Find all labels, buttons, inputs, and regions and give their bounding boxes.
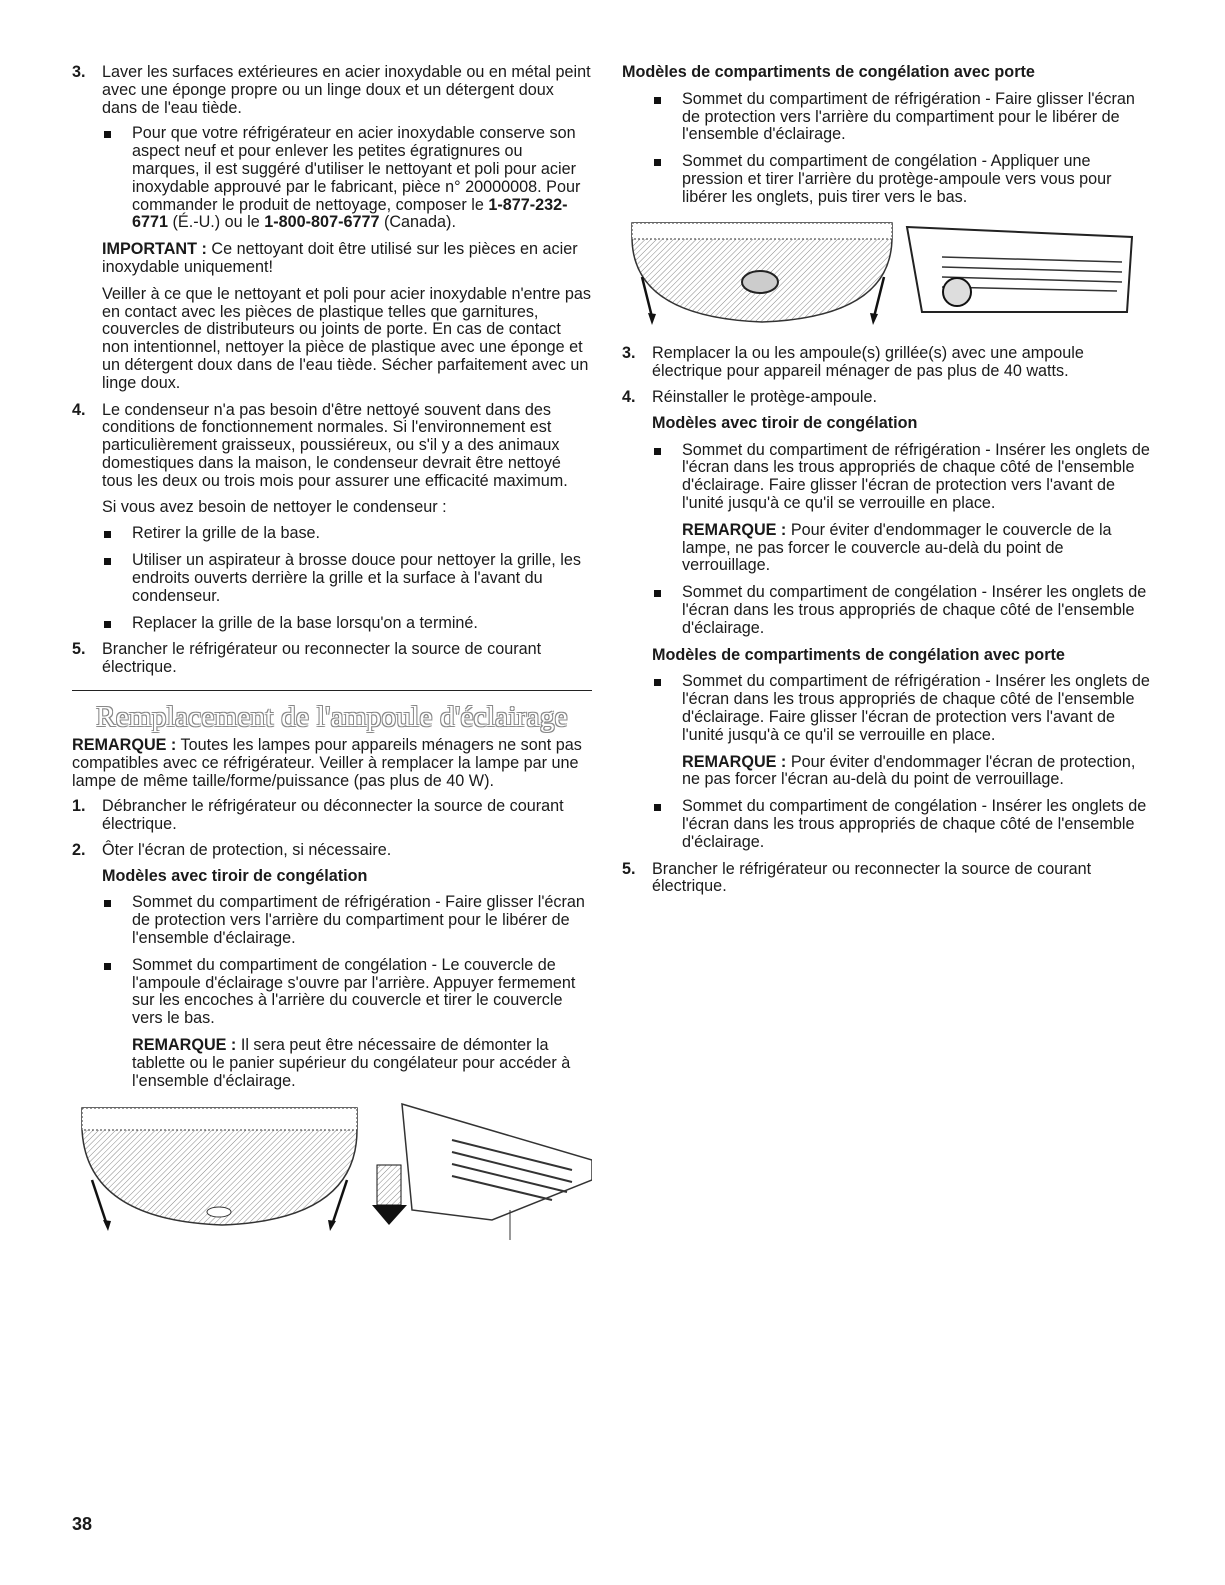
step-2 — [72, 842, 592, 860]
list-item: Retirer la grille de la base. — [72, 525, 592, 543]
step-4 — [622, 389, 1152, 407]
list-item: Sommet du compartiment de congélation - Insérer les onglets de l'écran dans les trous appropriés de chaque côté de l'ensemble d'éclairage. — [622, 798, 1152, 851]
item-number: 1. — [72, 797, 86, 816]
note-paragraph: REMARQUE : Pour éviter d'endommager l'écran de protection, ne pas forcer l'écran au-delà du point de verrouillage. — [682, 752, 1136, 789]
section-divider — [72, 690, 592, 691]
sub-heading: Modèles de compartiments de congélation avec porte — [622, 63, 1035, 81]
caution-paragraph: Veiller à ce que le nettoyant et poli pour acier inoxydable n'entre pas en contact avec les pièces de plastique telles que garnitures, couvercles de distributeurs ou joints de porte. En cas de contact non intentionnel, nettoyer la pièce de plastique avec une éponge et un détergent doux dans de l'eau tiède. Sécher parfaitement avec un linge doux. — [102, 284, 592, 392]
sub-heading: Modèles avec tiroir de congélation — [652, 413, 918, 432]
item-text: Réinstaller le protège-ampoule. — [652, 387, 877, 406]
item-text: Brancher le réfrigérateur ou reconnecter la source de courant électrique. — [652, 859, 1092, 896]
item-number: 4. — [72, 400, 86, 419]
list-item: Replacer la grille de la base lorsqu'on a terminé. — [72, 615, 592, 633]
phone-ca: 1-800-807-6777 — [264, 213, 380, 232]
item-5 — [72, 641, 592, 677]
list-item: Sommet du compartiment de congélation - Insérer les onglets de l'écran dans les trous appropriés de chaque côté de l'ensemble d'éclairage. — [622, 584, 1152, 637]
step-3 — [622, 345, 1152, 381]
item-text: Brancher le réfrigérateur ou reconnecter la source de courant électrique. — [102, 640, 542, 677]
list-item: Pour que votre réfrigérateur en acier inoxydable conserve son aspect neuf et pour enlever les petites égratignures ou marques, il est suggéré d'utiliser le nettoyant et poli pour acier inoxydable approuvé par le fabricant, pièce n° 20000008. Pour commander le produit de nettoyage, composer le 1-877-232-6771 (É.-U.) ou le 1-800-807-6777 (Canada). — [72, 125, 592, 232]
list-item: Sommet du compartiment de congélation - Appliquer une pression et tirer l'arrière du protège-ampoule vers vous pour libérer les onglets, puis tirer vers le bas. — [622, 153, 1152, 206]
list-item: Sommet du compartiment de réfrigération - Faire glisser l'écran de protection vers l'arrière du compartiment pour le libérer de l'ensemble d'éclairage. — [72, 894, 592, 947]
item-4 — [72, 402, 592, 491]
item-number: 3. — [72, 63, 86, 81]
page-number: 38 — [72, 1514, 93, 1534]
item-number: 2. — [72, 840, 86, 859]
note-paragraph: REMARQUE : Pour éviter d'endommager le couvercle de la lampe, ne pas forcer le couvercle au-delà du point de verrouillage. — [682, 520, 1112, 575]
item-text: Remplacer la ou les ampoule(s) grillée(s) avec une ampoule électrique pour appareil ménager de pas plus de 40 watts. — [652, 344, 1084, 381]
list-item: Sommet du compartiment de congélation - Le couvercle de l'ampoule d'éclairage s'ouvre par l'arrière. Appuyer fermement sur les encoches à l'arrière du couvercle et tirer le couvercle vers le bas. — [72, 957, 592, 1028]
item-text: Débrancher le réfrigérateur ou déconnecter la source de courant électrique. — [102, 797, 564, 834]
light-cover-illustration — [72, 1100, 592, 1240]
important-note: IMPORTANT : Ce nettoyant doit être utilisé sur les pièces en acier inoxydable uniquement! — [102, 240, 578, 276]
item-text: Le condenseur n'a pas besoin d'être nettoyé souvent dans des conditions de fonctionnement normales. Si l'environnement est particulièrement graisseux, poussiéreux, ou s'il y a des animaux domestiques dans la maison, le condenseur devrait être nettoyé tous les deux ou trois mois pour assurer une efficacité maximum. — [102, 400, 568, 490]
illustration-freezer-drawer-light — [72, 1100, 592, 1245]
illustration-freezer-door-light — [622, 217, 1152, 332]
list-item: Utiliser un aspirateur à brosse douce pour nettoyer la grille, les endroits ouverts derrière la grille et la surface à l'avant du condenseur. — [72, 552, 592, 605]
item-number: 5. — [72, 640, 86, 659]
note-paragraph: REMARQUE : Il sera peut être nécessaire de démonter la tablette ou le panier supérieur du congélateur pour accéder à l'ensemble d'éclairage. — [132, 1036, 571, 1090]
list-item: Sommet du compartiment de réfrigération - Insérer les onglets de l'écran dans les trous appropriés de chaque côté de l'ensemble d'éclairage. Faire glisser l'écran de protection vers l'avant de l'unité jusqu'à ce qu'il se verrouille en place. — [622, 673, 1152, 744]
sub-heading: Modèles de compartiments de congélation avec porte — [652, 645, 1065, 664]
item-number: 5. — [622, 859, 636, 878]
condenser-intro: Si vous avez besoin de nettoyer le condenseur : — [102, 497, 447, 516]
left-column — [72, 64, 592, 1259]
item-number: 3. — [622, 344, 636, 363]
step-5 — [622, 861, 1152, 897]
phone-us: 1-877-232-6771 — [132, 195, 568, 232]
step-1 — [72, 798, 592, 834]
sub-heading: Modèles avec tiroir de congélation — [102, 866, 368, 885]
section-title: Remplacement de l'ampoule d'éclairage — [96, 700, 568, 733]
list-item: Sommet du compartiment de réfrigération - Insérer les onglets de l'écran dans les trous appropriés de chaque côté de l'ensemble d'éclairage. Faire glisser l'écran de protection vers l'avant de l'unité jusqu'à ce qu'il se verrouille en place. — [622, 442, 1152, 513]
item-text: Laver les surfaces extérieures en acier inoxydable ou en métal peint avec une éponge propre ou un linge doux et un détergent doux dans de l'eau tiède. — [102, 63, 591, 117]
item-3 — [72, 64, 592, 117]
remarque-paragraph: REMARQUE : Toutes les lampes pour appareils ménagers ne sont pas compatibles avec ce réfrigérateur. Veiller à remplacer la lampe par une lampe de même taille/forme/puissance (pas plus de 40 W). — [72, 735, 582, 790]
item-text: Ôter l'écran de protection, si nécessaire. — [102, 840, 392, 859]
item-number: 4. — [622, 387, 636, 406]
light-shield-illustration — [622, 217, 1142, 327]
list-item: Sommet du compartiment de réfrigération - Faire glisser l'écran de protection vers l'arrière du compartiment pour le libérer de l'ensemble d'éclairage. — [622, 91, 1152, 144]
right-column — [622, 64, 1152, 904]
